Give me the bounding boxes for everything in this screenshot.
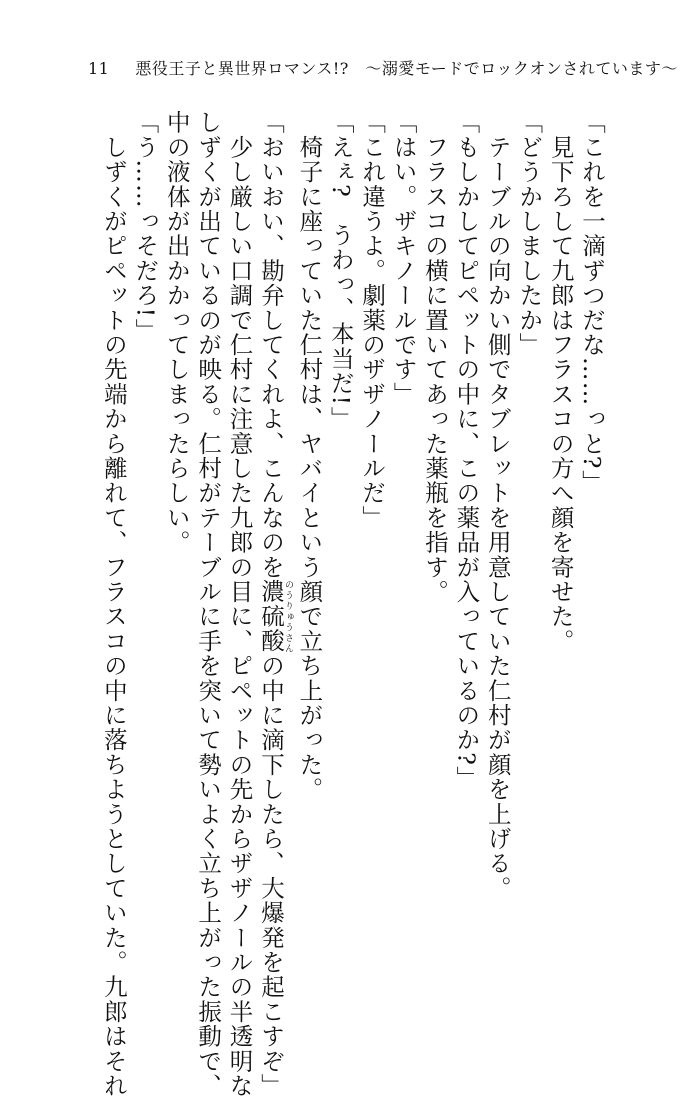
text-line: フラスコの横に置いてあった薬瓶を指す。 bbox=[420, 110, 449, 604]
text-line: しずくがピペットの先端から離れて、フラスコの中に落ちようとしていた。九郎はそれ bbox=[99, 110, 128, 1098]
ruby-base: 濃硫酸 bbox=[256, 579, 285, 654]
text-line: しずくが出ているのが映る。仁村がテーブルに手を突いて勢いよく立ち上がった振動で、 bbox=[194, 110, 223, 1098]
ruby-reading: のうりゅうさん bbox=[282, 579, 293, 654]
vertical-text-body bbox=[47, 110, 607, 1098]
text-segment: 「おいおい、勘弁してくれよ、こんなのを bbox=[256, 110, 285, 580]
text-line: 中の液体が出かかってしまったらしい。 bbox=[162, 110, 191, 555]
text-line: テーブルの向かい側でタブレットを用意していた仁村が顔を上げる。 bbox=[483, 110, 512, 901]
ruby-annotation bbox=[256, 579, 293, 654]
text-line: 椅子に座っていた仁村は、ヤバイという顔で立ち上がった。 bbox=[295, 110, 324, 802]
text-line: 「はい。ザキノールです」 bbox=[389, 110, 418, 407]
page-number: 11 bbox=[88, 59, 110, 78]
running-header bbox=[88, 56, 678, 79]
text-line-with-ruby bbox=[255, 110, 293, 1098]
text-line: 「どうかしましたか」 bbox=[515, 110, 544, 357]
text-line: 「う……っそだろ!」 bbox=[131, 110, 160, 343]
text-line: 「これ違うよ。劇薬のザザノールだ」 bbox=[358, 110, 387, 530]
text-line: 「えぇ? うわっ、本当だ!」 bbox=[326, 110, 355, 431]
text-line: 見下ろして九郎はフラスコの方へ顔を寄せた。 bbox=[546, 110, 575, 654]
text-segment: の中に滴下したら、大爆発を起こすぞ」 bbox=[256, 653, 285, 1098]
text-line: 「これを一滴ずつだな……っと?」 bbox=[578, 110, 606, 495]
text-line: 「もしかしてピペットの中に、この薬品が入っているのか?」 bbox=[452, 110, 481, 791]
book-title: 悪役王子と異世界ロマンス!? 〜溺愛モードでロックオンされています〜 bbox=[135, 59, 678, 78]
text-line: 少し厳しい口調で仁村に注意した九郎の目に、ピペットの先からザザノールの半透明な bbox=[225, 110, 254, 1098]
